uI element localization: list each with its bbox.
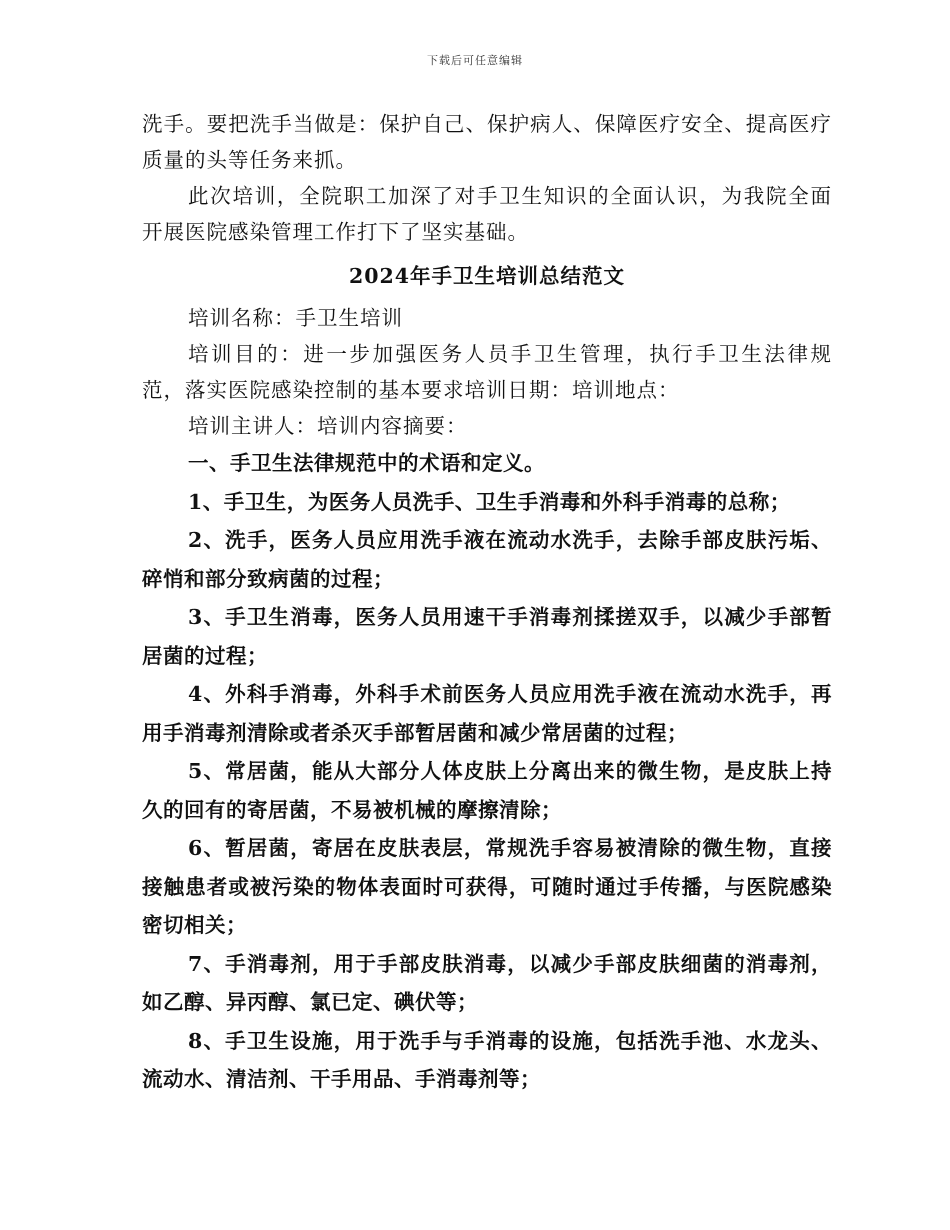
definition-item: 7、手消毒剂，用于手部皮肤消毒，以减少手部皮肤细菌的消毒剂，如乙醇、异丙醇、氯已定、碘伏等； bbox=[142, 951, 832, 1014]
definition-item: 3、手卫生消毒，医务人员用速干手消毒剂揉搓双手，以减少手部暂居菌的过程； bbox=[142, 605, 832, 668]
document-title: 2024年手卫生培训总结范文 bbox=[348, 264, 626, 288]
definition-item: 5、常居菌，能从大部分人体皮肤上分离出来的微生物，是皮肤上持久的回有的寄居菌，不易被机械的摩擦清除； bbox=[142, 759, 832, 822]
training-name: 培训名称：手卫生培训 bbox=[188, 306, 403, 330]
definition-item: 8、手卫生设施，用于洗手与手消毒的设施，包括洗手池、水龙头、流动水、清洁剂、干手用品、手消毒剂等； bbox=[142, 1028, 832, 1091]
definition-item: 4、外科手消毒，外科手术前医务人员应用洗手液在流动水洗手，再用手消毒剂清除或者杀灭手部暂居菌和减少常居菌的过程； bbox=[142, 682, 832, 745]
definition-item: 2、洗手，医务人员应用洗手液在流动水洗手，去除手部皮肤污垢、碎悄和部分致病菌的过程； bbox=[142, 528, 832, 591]
training-purpose: 培训目的：进一步加强医务人员手卫生管理，执行手卫生法律规范，落实医院感染控制的基本要求培训日期：培训地点： bbox=[142, 342, 832, 402]
page-header: 下载后可任意编辑 bbox=[427, 54, 523, 67]
intro-paragraph-2: 此次培训，全院职工加深了对手卫生知识的全面认识，为我院全面开展医院感染管理工作打下了坚实基础。 bbox=[142, 184, 832, 244]
definition-item: 1、手卫生，为医务人员洗手、卫生手消毒和外科手消毒的总称； bbox=[188, 489, 791, 514]
section-heading: 一、手卫生法律规范中的术语和定义。 bbox=[188, 451, 545, 475]
document-body bbox=[142, 106, 832, 1099]
intro-paragraph-1: 洗手。要把洗手当做是：保护自己、保护病人、保障医疗安全、提高医疗质量的头等任务来抓。 bbox=[142, 112, 832, 172]
definition-item: 6、暂居菌，寄居在皮肤表层，常规洗手容易被清除的微生物，直接接触患者或被污染的物体表面时可获得，可随时通过手传播，与医院感染密切相关； bbox=[142, 836, 832, 937]
training-speaker: 培训主讲人：培训内容摘要： bbox=[188, 414, 468, 438]
definitions-section bbox=[142, 444, 832, 1099]
